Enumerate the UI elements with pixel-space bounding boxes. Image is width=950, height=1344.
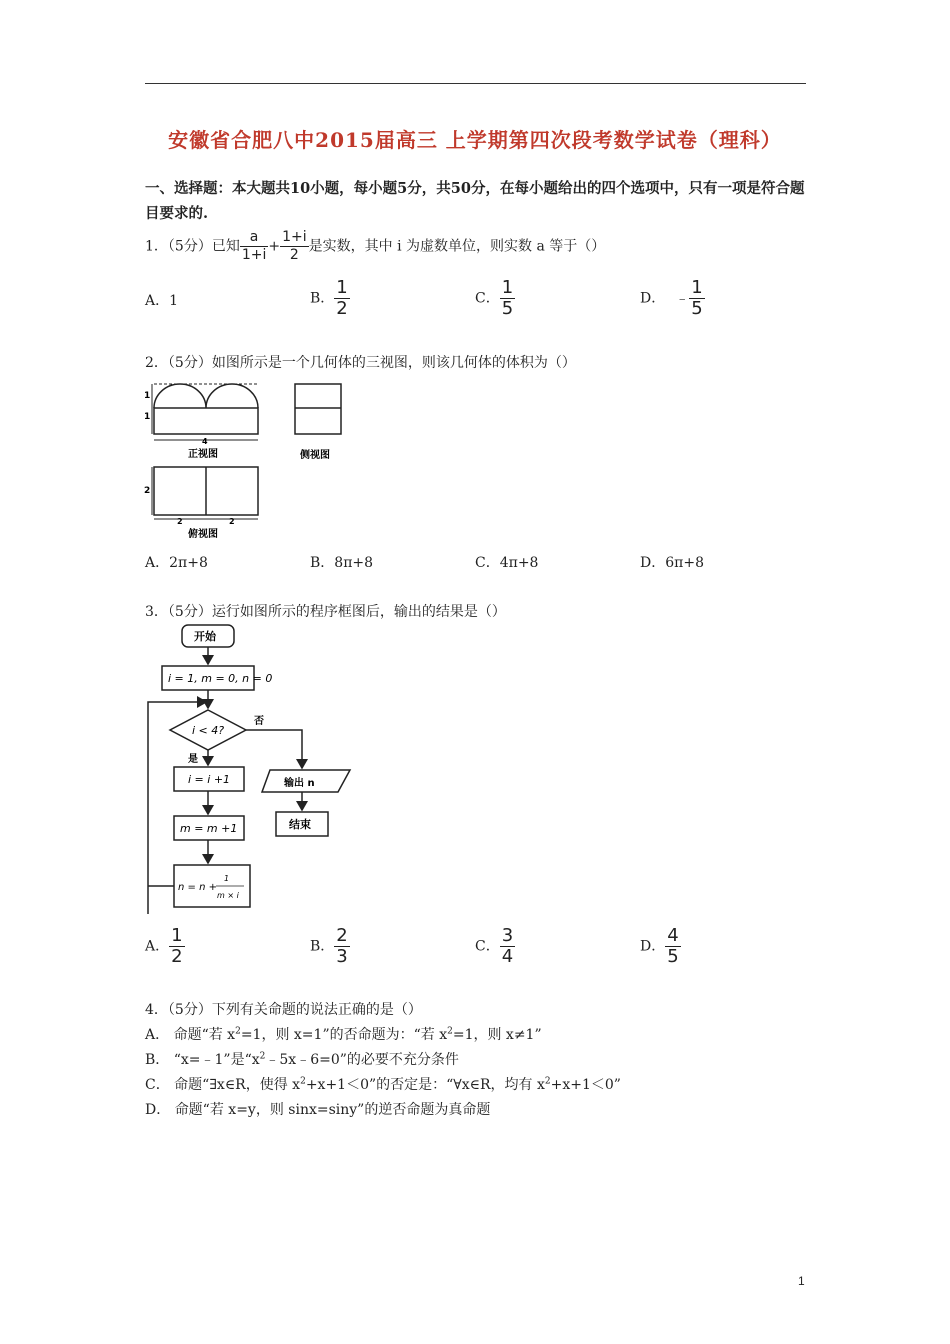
q2-option-a[interactable]	[145, 552, 208, 572]
header-rule	[145, 83, 806, 84]
q2-option-d[interactable]	[640, 552, 704, 572]
flow-start-text: 开始	[194, 630, 216, 643]
q1-d-sign: ﹣	[675, 290, 690, 307]
q4-c-sup-1: 2	[300, 1076, 306, 1087]
document-title: 安徽省合肥八中2015届高三 上学期第四次段考数学试卷（理科）	[168, 128, 782, 152]
q1-plus: +	[268, 238, 281, 255]
q3-a-label: A．	[145, 938, 170, 955]
flow-step3-lhs: n = n +	[178, 882, 217, 893]
q1-d-label: D．	[640, 290, 666, 307]
q4-b-label: B．	[145, 1052, 170, 1068]
question-1	[145, 229, 605, 264]
q1-a-label: A．	[145, 293, 170, 309]
top-view	[152, 467, 258, 519]
q4-option-d[interactable]	[145, 1099, 490, 1119]
q2-b-label: B．	[310, 555, 335, 571]
q4-d-label: D．	[145, 1102, 171, 1118]
question-2: 2．（5分）如图所示是一个几何体的三视图，则该几何体的体积为（）	[145, 355, 576, 371]
q4-a-sup-1: 2	[235, 1026, 241, 1037]
q1-fraction-b	[280, 229, 309, 264]
q3-c-fraction	[500, 926, 515, 967]
flow-step1-text: i = i +1	[188, 773, 231, 786]
page-number: 1	[798, 1274, 805, 1288]
question-3: 3．（5分）运行如图所示的程序框图后，输出的结果是（）	[145, 604, 506, 620]
dim-2b: 2	[229, 517, 235, 526]
dim-4: 4	[202, 437, 208, 446]
q3-d-label: D．	[640, 938, 666, 955]
q1-d-num: 1	[691, 277, 703, 298]
q4-a-text-2: =1，则 x=1”的否命题为：“若 x	[240, 1027, 448, 1043]
q1-c-num: 1	[501, 277, 514, 298]
flow-end-text: 结束	[289, 818, 311, 831]
q4-option-a[interactable]	[145, 1024, 542, 1044]
q4-b-text-2: ﹣5x﹣6=0”的必要不充分条件	[265, 1052, 459, 1068]
q4-a-text-1: 命题“若 x	[173, 1027, 236, 1043]
q1-b-label: B．	[310, 290, 335, 307]
q1-prefix: 1．（5分）已知	[145, 238, 240, 255]
flow-step2-text: m = m +1	[180, 822, 238, 835]
q4-a-label: A．	[145, 1027, 170, 1043]
flow-output-text: 输出 n	[284, 778, 315, 789]
q4-option-b[interactable]	[145, 1049, 459, 1069]
q4-a-text-3: =1，则 x≠1”	[452, 1027, 542, 1043]
dim-2a: 2	[177, 517, 183, 526]
q1-frac1-num: a	[240, 229, 269, 247]
q3-option-c[interactable]	[475, 926, 515, 967]
q1-frac1-den: 1+i	[241, 247, 267, 263]
dim-1a: 1	[144, 391, 151, 401]
flow-step3-den: m × i	[217, 891, 239, 900]
front-view-label: 正视图	[188, 449, 218, 460]
front-view	[152, 384, 258, 440]
q3-c-num: 3	[501, 925, 514, 946]
q1-fraction-a	[240, 229, 269, 264]
q3-b-num: 2	[336, 925, 348, 946]
q1-option-b[interactable]	[310, 278, 350, 319]
q2-c-value: 4π+8	[499, 555, 539, 571]
q3-d-num: 4	[667, 925, 679, 946]
q3-c-label: C．	[475, 938, 500, 955]
side-view-label: 侧视图	[300, 450, 330, 461]
q1-frac2-num: 1+i	[282, 229, 307, 245]
flowchart-figure	[140, 620, 370, 920]
q2-d-label: D．	[640, 555, 666, 571]
flow-cond-text: i < 4?	[192, 724, 225, 737]
q4-b-text-1: “x=﹣1”是“x	[169, 1052, 260, 1068]
q4-b-sup: 2	[259, 1051, 266, 1062]
q1-option-c[interactable]	[475, 278, 515, 319]
q1-option-a[interactable]	[145, 290, 178, 310]
top-view-label: 俯视图	[188, 529, 218, 540]
q3-option-a[interactable]	[145, 926, 185, 967]
q1-d-den: 5	[691, 298, 703, 319]
q2-option-c[interactable]	[475, 552, 538, 572]
q2-d-value: 6π+8	[665, 555, 704, 571]
q1-c-label: C．	[475, 290, 500, 307]
q1-b-den: 2	[336, 298, 348, 319]
q1-c-den: 5	[501, 298, 514, 319]
q1-frac2-den: 2	[289, 247, 299, 263]
q2-option-b[interactable]	[310, 552, 373, 572]
q3-a-den: 2	[171, 946, 183, 967]
q1-a-value: 1	[169, 293, 179, 309]
q4-c-text-2: +x+1＜0”的否定是：“∀x∈R，均有 x	[305, 1077, 545, 1093]
flow-no-label: 否	[254, 716, 264, 727]
three-view-figure	[140, 378, 360, 543]
q4-d-text: 命题“若 x=y，则 sinx=siny”的逆否命题为真命题	[174, 1102, 491, 1118]
q3-option-d[interactable]	[640, 926, 681, 967]
q4-a-sup-2: 2	[447, 1026, 453, 1037]
q3-option-b[interactable]	[310, 926, 350, 967]
section-heading: 一、选择题：本大题共10小题，每小题5分，共50分，在每小题给出的四个选项中，只有一项是符合题目要求的.	[145, 180, 805, 222]
q1-b-fraction	[334, 278, 349, 319]
q2-b-value: 8π+8	[334, 555, 374, 571]
q3-d-den: 5	[667, 946, 679, 967]
q3-c-den: 4	[501, 946, 514, 967]
flow-yes-label: 是	[188, 754, 198, 765]
q4-c-label: C．	[145, 1077, 170, 1093]
q2-c-label: C．	[475, 555, 500, 571]
q3-b-den: 3	[336, 946, 348, 967]
q1-c-fraction	[500, 278, 515, 319]
q4-c-text-1: 命题“∃x∈R，使得 x	[174, 1077, 301, 1093]
dim-1b: 1	[144, 412, 151, 422]
dim-2h: 2	[144, 486, 151, 496]
flow-init-text: i = 1, m = 0, n = 0	[168, 672, 273, 685]
q3-b-fraction	[334, 926, 349, 967]
q2-a-value: 2π+8	[169, 555, 208, 571]
q1-suffix: 是实数，其中 i 为虚数单位，则实数 a 等于（）	[308, 238, 606, 255]
q1-b-num: 1	[336, 277, 348, 298]
q2-a-label: A．	[145, 555, 170, 571]
flow-step3-num: 1	[224, 874, 230, 883]
side-view	[295, 384, 341, 434]
q3-a-num: 1	[171, 925, 183, 946]
q3-b-label: B．	[310, 938, 335, 955]
q4-option-c[interactable]	[145, 1074, 621, 1094]
q4-c-text-3: +x+1＜0”	[550, 1077, 621, 1093]
question-4: 4．（5分）下列有关命题的说法正确的是（）	[145, 1002, 422, 1018]
q1-d-fraction	[689, 278, 704, 319]
q3-a-fraction	[169, 926, 184, 967]
q4-c-sup-2: 2	[544, 1076, 551, 1087]
q1-option-d[interactable]	[640, 278, 705, 319]
q3-d-fraction	[665, 926, 680, 967]
